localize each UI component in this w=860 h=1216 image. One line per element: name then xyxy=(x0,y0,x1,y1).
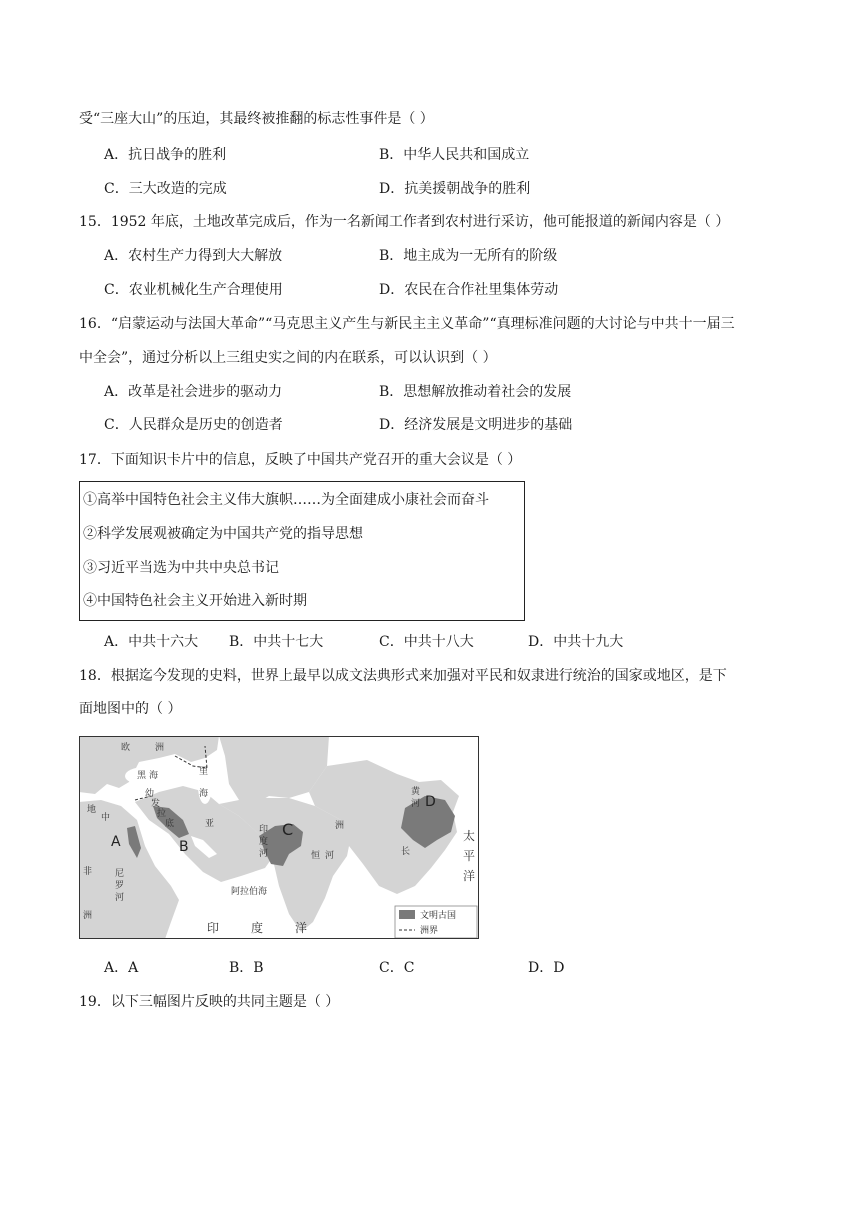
map-label-euphrates1: 幼 xyxy=(145,789,155,799)
map-label-nile2: 罗 xyxy=(115,881,125,891)
map-label-indus2: 度 xyxy=(259,837,269,847)
q18-option-a[interactable]: A．A xyxy=(104,960,139,976)
map-label-indian-ocean-1: 印 xyxy=(207,921,220,935)
knowledge-card xyxy=(79,481,525,621)
q16-stem-line2: 中全会”，通过分析以上三组史实之间的内在联系，可以认识到（ ） xyxy=(79,350,497,366)
q15-option-d[interactable]: D．农民在合作社里集体劳动 xyxy=(379,282,559,298)
map-label-asia2: 洲 xyxy=(335,821,345,831)
q17-option-d[interactable]: D．中共十九大 xyxy=(528,634,624,650)
map-label-euphrates2: 发 xyxy=(151,799,161,809)
map-label-yellow2: 河 xyxy=(411,799,421,809)
q16-option-b[interactable]: B．思想解放推动着社会的发展 xyxy=(379,384,572,400)
map-label-nile3: 河 xyxy=(115,893,125,903)
map-marker-c: C xyxy=(282,820,294,839)
map-label-indian-ocean-3: 洋 xyxy=(295,921,308,935)
q19-stem: 19．以下三幅图片反映的共同主题是（ ） xyxy=(79,994,340,1010)
q14-stem: 受“三座大山”的压迫，其最终被推翻的标志性事件是（ ） xyxy=(79,111,434,127)
map-label-pacific-2: 平 xyxy=(463,849,476,863)
q14-option-b[interactable]: B．中华人民共和国成立 xyxy=(379,147,530,163)
q18-stem-line1: 18．根据迄今发现的史料，世界上最早以成文法典形式来加强对平民和奴隶进行统治的国家或地区，是下 xyxy=(79,668,727,684)
map-label-europe1: 欧 xyxy=(121,743,131,753)
map-label-pacific-3: 洋 xyxy=(463,869,476,883)
map-label-europe2: 洲 xyxy=(155,743,165,753)
map-label-ganges2: 河 xyxy=(325,851,335,861)
q18-option-b[interactable]: B．B xyxy=(229,960,264,976)
q14-option-d[interactable]: D．抗美援朝战争的胜利 xyxy=(379,181,531,197)
card-line-4: ④中国特色社会主义开始进入新时期 xyxy=(83,593,307,609)
map-label-indus1: 印 xyxy=(259,825,269,835)
map-label-euphrates3: 拉 xyxy=(157,809,167,819)
map-label-asia1: 亚 xyxy=(205,819,215,829)
legend-swatch-civ xyxy=(399,910,415,919)
card-line-2: ②科学发展观被确定为中国共产党的指导思想 xyxy=(83,526,363,542)
map-label-black1: 黑 xyxy=(137,771,147,781)
map-label-ganges1: 恒 xyxy=(311,851,321,861)
map-legend xyxy=(395,906,477,938)
q16-option-d[interactable]: D．经济发展是文明进步的基础 xyxy=(379,417,573,433)
q14-option-c[interactable]: C．三大改造的完成 xyxy=(104,181,227,197)
ancient-civilizations-map xyxy=(79,736,479,939)
map-marker-d: D xyxy=(425,794,436,810)
map-label-caspian1: 里 xyxy=(199,767,209,777)
map-label-nile1: 尼 xyxy=(115,869,125,879)
card-line-3: ③习近平当选为中共中央总书记 xyxy=(83,560,279,576)
map-marker-b: B xyxy=(179,839,189,855)
q17-option-c[interactable]: C．中共十八大 xyxy=(379,634,474,650)
map-label-mediterranean2: 中 xyxy=(101,813,111,823)
map-label-yellow1: 黄 xyxy=(411,787,421,797)
card-line-1: ①高举中国特色社会主义伟大旗帜……为全面建成小康社会而奋斗 xyxy=(83,492,489,508)
map-label-africa1: 非 xyxy=(83,867,93,877)
q15-option-a[interactable]: A．农村生产力得到大大解放 xyxy=(104,248,283,264)
legend-label-boundary: 洲界 xyxy=(420,926,439,936)
q16-option-a[interactable]: A．改革是社会进步的驱动力 xyxy=(104,384,283,400)
map-label-indus3: 河 xyxy=(259,849,269,859)
q17-stem: 17．下面知识卡片中的信息，反映了中国共产党召开的重大会议是（ ） xyxy=(79,452,522,468)
map-label-arabian: 阿拉伯海 xyxy=(231,887,268,897)
q15-option-c[interactable]: C．农业机械化生产合理使用 xyxy=(104,282,283,298)
map-label-euphrates4: 底 xyxy=(165,819,175,829)
map-label-black2: 海 xyxy=(149,771,159,781)
q15-stem: 15．1952 年底，土地改革完成后，作为一名新闻工作者到农村进行采访，他可能报道的新闻内容是（ ） xyxy=(79,214,730,230)
map-label-caspian2: 海 xyxy=(199,789,209,799)
q16-stem-line1: 16．“启蒙运动与法国大革命”“马克思主义产生与新民主主义革命”“真理标准问题的大讨论与中共十一届三 xyxy=(79,316,735,332)
q17-option-b[interactable]: B．中共十七大 xyxy=(229,634,324,650)
map-label-indian-ocean-2: 度 xyxy=(251,921,264,935)
map-label-pacific-1: 太 xyxy=(463,829,476,843)
q18-option-c[interactable]: C．C xyxy=(379,960,415,976)
legend-label-civ: 文明古国 xyxy=(420,911,457,921)
map-label-mediterranean1: 地 xyxy=(87,805,97,815)
q18-stem-line2: 面地图中的（ ） xyxy=(79,701,182,717)
q17-option-a[interactable]: A．中共十六大 xyxy=(104,634,199,650)
q18-option-d[interactable]: D．D xyxy=(528,960,565,976)
q14-option-a[interactable]: A．抗日战争的胜利 xyxy=(104,147,227,163)
map-label-africa2: 洲 xyxy=(83,911,93,921)
q15-option-b[interactable]: B．地主成为一无所有的阶级 xyxy=(379,248,558,264)
map-marker-a: A xyxy=(111,834,121,850)
q16-option-c[interactable]: C．人民群众是历史的创造者 xyxy=(104,417,283,433)
map-label-yangtze: 长 xyxy=(401,847,411,857)
